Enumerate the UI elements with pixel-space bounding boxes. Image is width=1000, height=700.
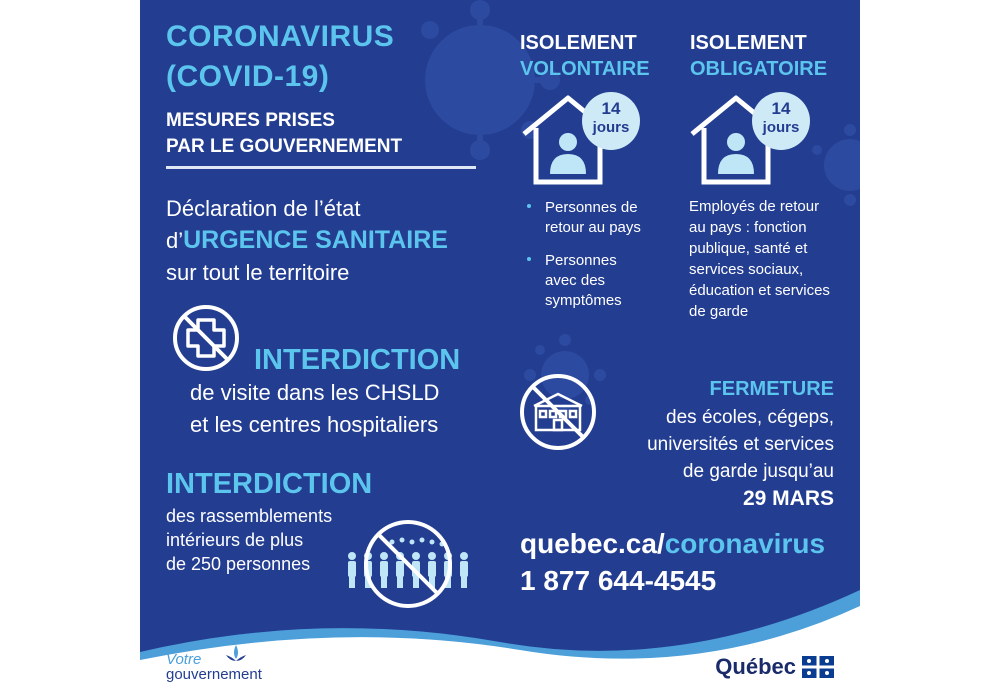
volontaire-label-line2: VOLONTAIRE	[520, 58, 650, 80]
no-hospital-icon	[172, 304, 240, 372]
quebec-flag-icon	[802, 656, 834, 678]
title-covid19: (COVID-19)	[166, 60, 330, 93]
contact-phone[interactable]: 1 877 644-4545	[520, 565, 717, 596]
fermeture-line: des écoles, cégeps,	[666, 407, 834, 428]
fermeture-date: 29 MARS	[742, 487, 834, 510]
obligatoire-days-badge	[752, 92, 810, 150]
obligatoire-line: au pays : fonction	[689, 219, 807, 236]
volontaire-item	[545, 198, 641, 238]
obligatoire-description	[689, 196, 830, 322]
volontaire-item	[545, 251, 622, 311]
volontaire-badge-unit: jours	[592, 119, 630, 136]
fermeture-title: FERMETURE	[709, 378, 834, 400]
quebec-logo	[715, 654, 834, 680]
subtitle-line1: MESURES PRISES	[166, 110, 335, 131]
header-divider	[166, 166, 476, 169]
volontaire-days-badge	[582, 92, 640, 150]
brand-line1: Votre	[166, 651, 202, 668]
bullet-dot	[527, 257, 531, 261]
no-school-icon	[518, 372, 598, 452]
volontaire-item-text: Personnes de	[545, 199, 638, 216]
obligatoire-line: Employés de retour	[689, 198, 820, 215]
obligatoire-label-line2: OBLIGATOIRE	[690, 58, 828, 80]
volontaire-item-text: avec des	[545, 272, 606, 289]
infographic-poster	[140, 0, 860, 700]
rassemblements-line1: des rassemblements	[166, 506, 333, 526]
rassemblements-line2: intérieurs de plus	[166, 530, 304, 550]
obligatoire-label-line1: ISOLEMENT	[690, 32, 807, 54]
visites-line1: de visite dans les CHSLD	[190, 380, 440, 405]
url-prefix: quebec.ca/	[520, 528, 665, 559]
rassemblements-title: INTERDICTION	[166, 468, 373, 500]
fermeture-line: universités et services	[647, 434, 834, 455]
volontaire-badge-number: 14	[601, 99, 621, 118]
obligatoire-line: publique, santé et	[689, 240, 808, 257]
fermeture-line: de garde jusqu’au	[682, 461, 834, 482]
volontaire-item-text: Personnes	[545, 252, 617, 269]
urgence-prefix: d’	[166, 228, 184, 253]
contact-url[interactable]	[520, 528, 825, 560]
urgence-line1: Déclaration de l’état	[166, 196, 361, 221]
urgence-line2	[166, 226, 448, 255]
urgence-line3: sur tout le territoire	[166, 260, 350, 285]
obligatoire-line: éducation et services	[689, 282, 830, 299]
subtitle-line2: PAR LE GOUVERNEMENT	[166, 136, 403, 157]
urgence-highlight: URGENCE SANITAIRE	[183, 226, 448, 254]
brand-line2: gouvernement	[166, 666, 262, 683]
url-highlight: coronavirus	[664, 528, 826, 559]
volontaire-label-line1: ISOLEMENT	[520, 32, 637, 54]
obligatoire-line: de garde	[689, 303, 749, 320]
obligatoire-line: services sociaux,	[689, 261, 804, 278]
visites-title: INTERDICTION	[254, 344, 461, 376]
volontaire-item-text: symptômes	[545, 292, 622, 309]
bullet-dot	[527, 204, 531, 208]
drop-logo-icon	[222, 645, 250, 663]
obligatoire-badge-unit: jours	[762, 119, 800, 136]
obligatoire-badge-number: 14	[771, 99, 791, 118]
fermeture-body	[647, 404, 834, 512]
rassemblements-line3: de 250 personnes	[166, 554, 311, 574]
quebec-wordmark: Québec	[715, 654, 796, 679]
volontaire-item-text: retour au pays	[545, 219, 641, 236]
title-coronavirus: CORONAVIRUS	[166, 20, 395, 53]
visites-line2: et les centres hospitaliers	[190, 412, 439, 437]
